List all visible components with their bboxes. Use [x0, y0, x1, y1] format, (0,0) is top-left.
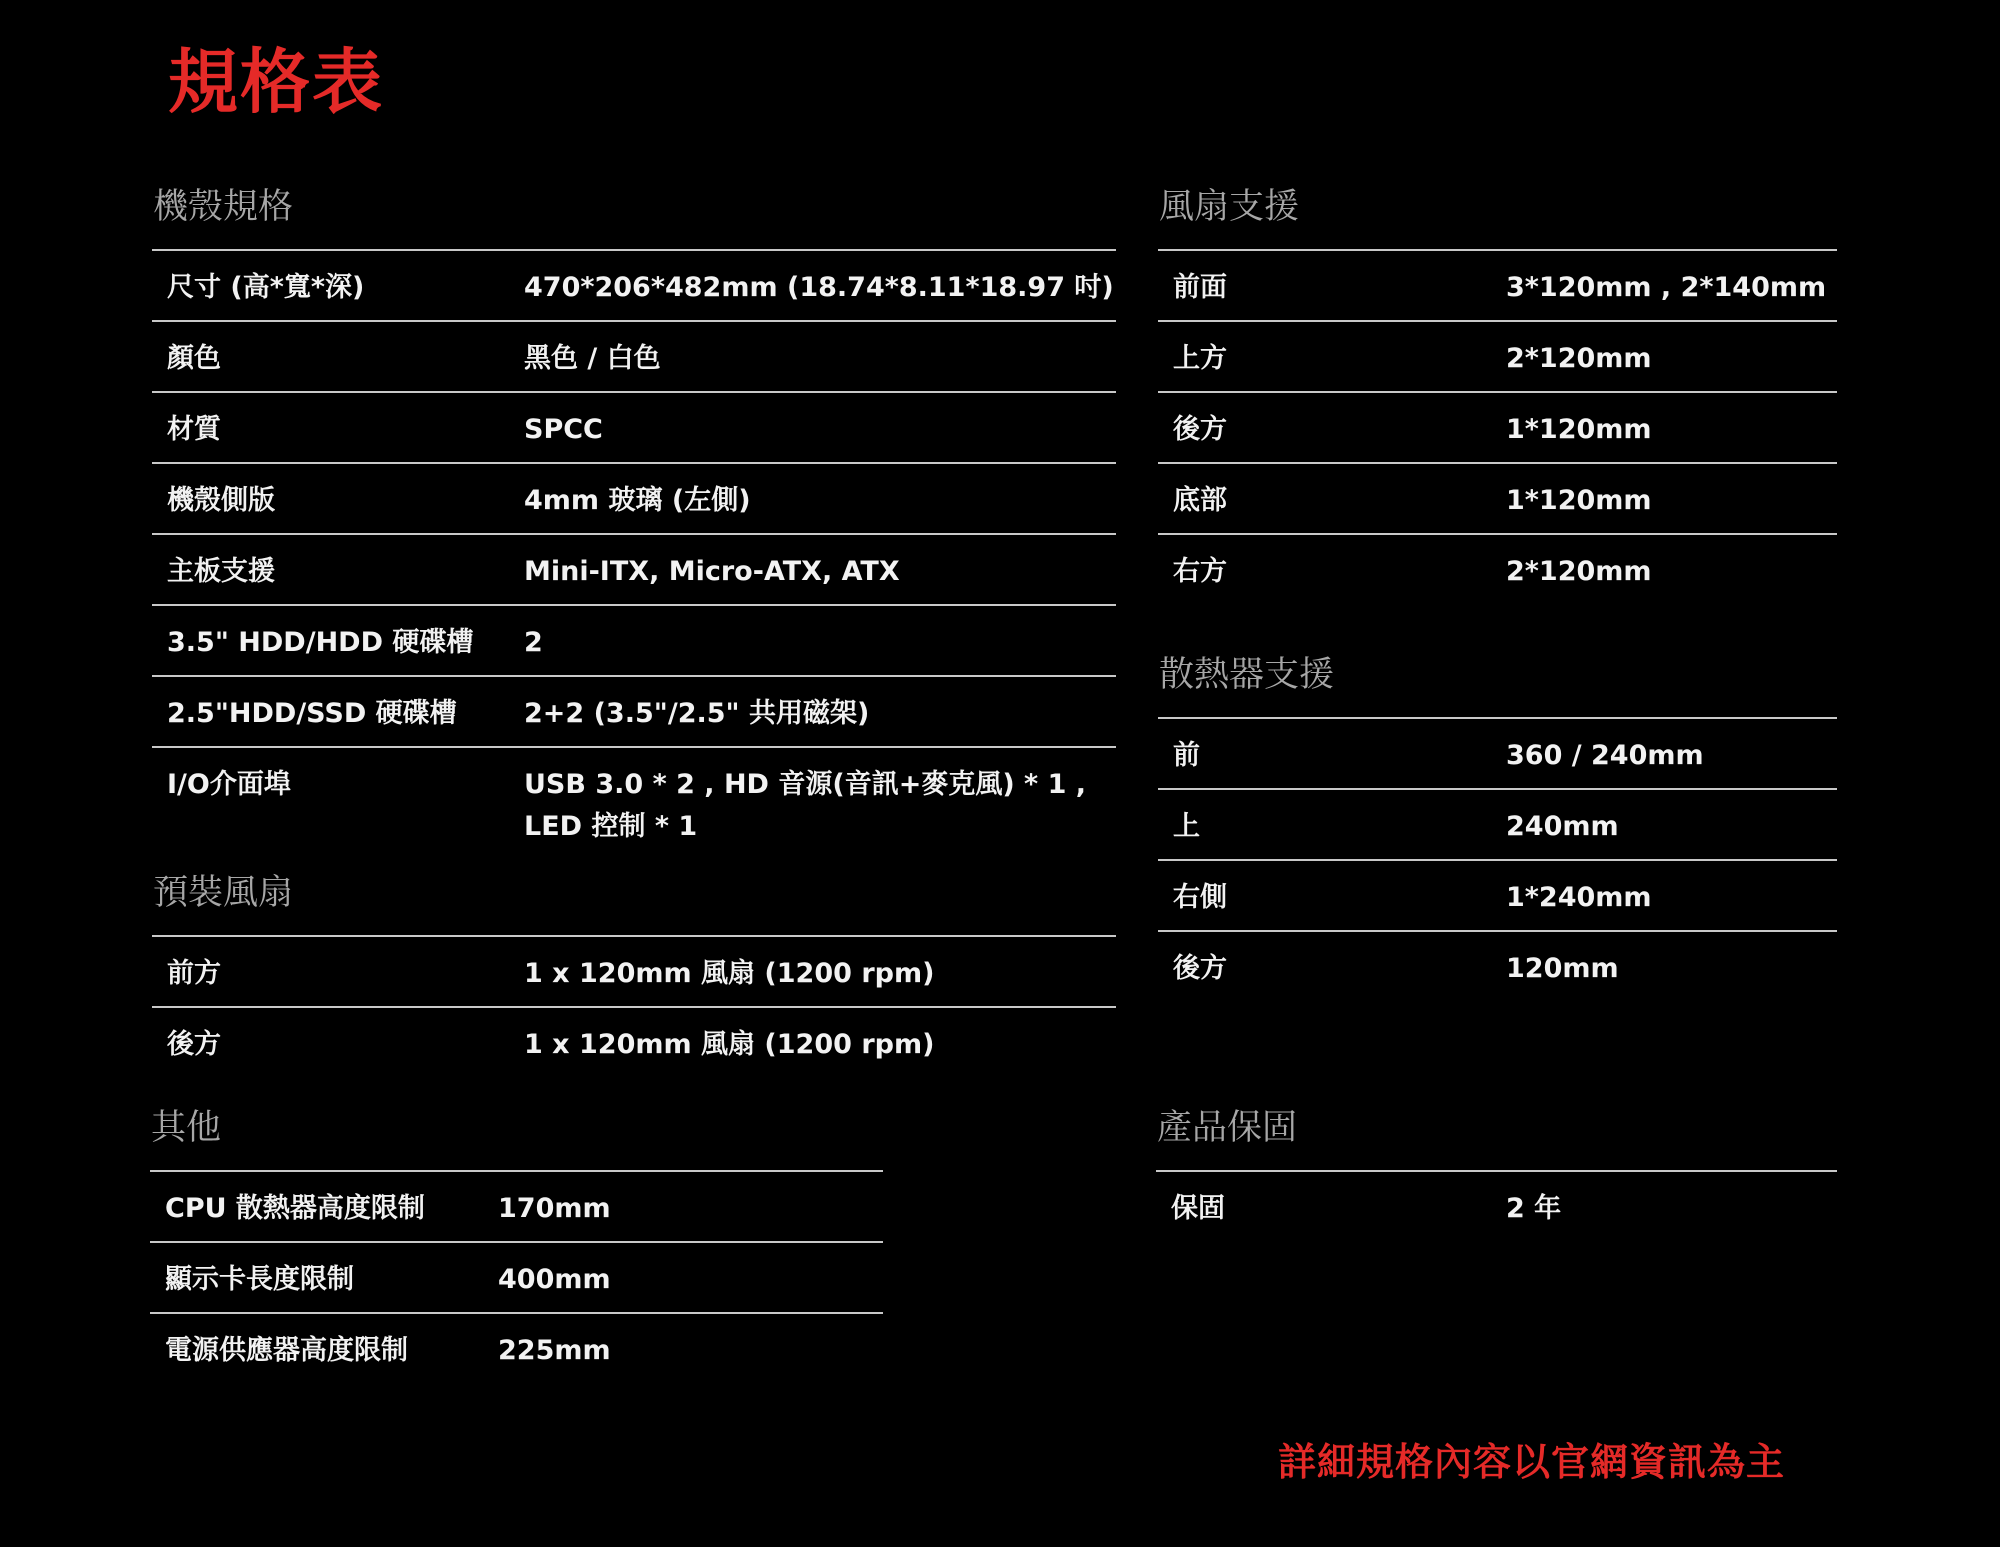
row-label: I/O介面埠 — [167, 769, 291, 800]
row-value: SPCC — [524, 414, 603, 445]
row-value: 170mm — [498, 1193, 611, 1224]
row-value: 360 / 240mm — [1506, 740, 1704, 771]
row-label: 尺寸 (高*寬*深) — [167, 272, 365, 303]
row-label: 上方 — [1173, 343, 1227, 374]
row-value: 4mm 玻璃 (左側) — [524, 485, 751, 516]
row-value: 2 — [524, 627, 543, 658]
preinstalled-fans-table — [152, 935, 1116, 1077]
row-value: 400mm — [498, 1264, 611, 1295]
row-value: 1*240mm — [1506, 882, 1652, 913]
row-value: 2 年 — [1506, 1193, 1562, 1224]
table-row — [1158, 930, 1837, 1001]
table-row — [152, 675, 1116, 746]
row-value: 1*120mm — [1506, 485, 1652, 516]
row-label: 後方 — [1173, 953, 1227, 984]
table-row — [152, 746, 1116, 842]
row-label: 電源供應器高度限制 — [165, 1335, 408, 1366]
row-label: 前 — [1173, 740, 1200, 771]
table-row — [152, 462, 1116, 533]
row-value: 1 x 120mm 風扇 (1200 rpm) — [524, 1029, 935, 1060]
table-row — [150, 1312, 883, 1383]
row-value: 2*120mm — [1506, 343, 1652, 374]
table-row — [1158, 462, 1837, 533]
row-value: 1*120mm — [1506, 414, 1652, 445]
row-label: 機殼側版 — [167, 485, 275, 516]
table-row — [1158, 859, 1837, 930]
row-label: 3.5" HDD/HDD 硬碟槽 — [167, 627, 474, 658]
row-label: 顯示卡長度限制 — [165, 1264, 354, 1295]
section-title-fan-support: 風扇支援 — [1159, 187, 1300, 227]
row-value: 1 x 120mm 風扇 (1200 rpm) — [524, 958, 935, 989]
table-row — [1158, 320, 1837, 391]
row-value: 2+2 (3.5"/2.5" 共用磁架) — [524, 698, 870, 729]
row-label: 主板支援 — [167, 556, 275, 587]
row-label: 材質 — [167, 414, 221, 445]
row-value: 225mm — [498, 1335, 611, 1366]
table-row — [1158, 249, 1837, 320]
table-row — [150, 1241, 883, 1312]
footnote: 詳細規格內容以官網資訊為主 — [1278, 1440, 1786, 1484]
row-label: 前面 — [1173, 272, 1227, 303]
table-row — [1158, 717, 1837, 788]
row-label: CPU 散熱器高度限制 — [165, 1193, 425, 1224]
table-row — [152, 391, 1116, 462]
page-title: 規格表 — [168, 41, 384, 123]
row-value: 120mm — [1506, 953, 1619, 984]
table-row — [1158, 533, 1837, 604]
row-value: Mini-ITX, Micro-ATX, ATX — [524, 556, 900, 587]
row-label: 保固 — [1171, 1193, 1225, 1224]
section-title-chassis: 機殼規格 — [153, 187, 294, 227]
warranty-table — [1156, 1170, 1837, 1241]
section-title-others: 其他 — [151, 1108, 222, 1148]
row-label: 上 — [1173, 811, 1200, 842]
section-title-warranty: 產品保固 — [1157, 1108, 1298, 1148]
table-row — [150, 1170, 883, 1241]
section-title-radiator-support: 散熱器支援 — [1159, 655, 1335, 695]
row-value: 3*120mm , 2*140mm — [1506, 272, 1827, 303]
row-value-line2: LED 控制 * 1 — [524, 811, 698, 842]
row-label: 後方 — [167, 1029, 221, 1060]
table-row — [152, 533, 1116, 604]
table-row — [152, 1006, 1116, 1077]
others-table — [150, 1170, 883, 1383]
table-row — [152, 249, 1116, 320]
table-row — [1158, 391, 1837, 462]
table-row — [1158, 788, 1837, 859]
row-label: 底部 — [1173, 485, 1227, 516]
row-label: 前方 — [167, 958, 221, 989]
table-row — [152, 320, 1116, 391]
table-row — [152, 604, 1116, 675]
row-label: 右方 — [1173, 556, 1227, 587]
row-value: USB 3.0 * 2 , HD 音源(音訊+麥克風) * 1 , — [524, 769, 1087, 800]
table-row — [1156, 1170, 1837, 1241]
radiator-support-table — [1158, 717, 1837, 1001]
row-label: 顏色 — [167, 343, 221, 374]
chassis-spec-table — [152, 249, 1116, 842]
row-label: 2.5"HDD/SSD 硬碟槽 — [167, 698, 457, 729]
section-title-preinstalled-fans: 預裝風扇 — [153, 873, 294, 913]
fan-support-table — [1158, 249, 1837, 604]
row-label: 後方 — [1173, 414, 1227, 445]
row-value: 470*206*482mm (18.74*8.11*18.97 吋) — [524, 272, 1114, 303]
row-value: 黑色 / 白色 — [524, 343, 661, 374]
table-row — [152, 935, 1116, 1006]
row-value: 240mm — [1506, 811, 1619, 842]
row-value: 2*120mm — [1506, 556, 1652, 587]
row-label: 右側 — [1173, 882, 1227, 913]
